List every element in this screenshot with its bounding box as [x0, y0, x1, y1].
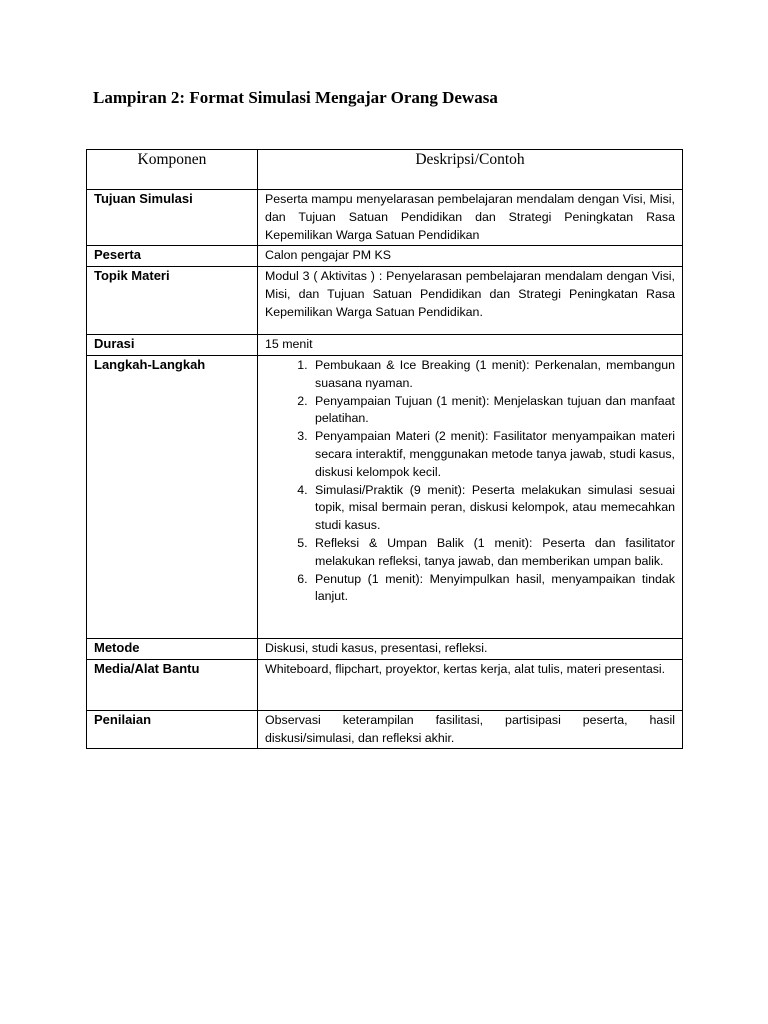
row-description	[258, 355, 683, 638]
row-description: Whiteboard, flipchart, proyektor, kertas kerja, alat tulis, materi presentasi.	[258, 659, 683, 710]
row-peserta	[87, 246, 683, 267]
row-tujuan-simulasi	[87, 190, 683, 246]
table-header-row	[87, 150, 683, 190]
row-metode	[87, 638, 683, 659]
header-deskripsi: Deskripsi/Contoh	[258, 150, 683, 190]
row-label: Durasi	[87, 335, 258, 356]
row-label: Tujuan Simulasi	[87, 190, 258, 246]
list-item: 6. Penutup (1 menit): Menyimpulkan hasil, menyampaikan tindak lanjut.	[311, 571, 675, 607]
row-label: Topik Materi	[87, 267, 258, 335]
row-description: Observasi keterampilan fasilitasi, partisipasi peserta, hasil diskusi/simulasi, dan refleksi akhir.	[258, 710, 683, 749]
list-item: 3. Penyampaian Materi (2 menit): Fasilitator menyampaikan materi secara interaktif, menggunakan metode tanya jawab, studi kasus, diskusi kelompok kecil.	[311, 428, 675, 481]
row-topik-materi	[87, 267, 683, 335]
list-item: 2. Penyampaian Tujuan (1 menit): Menjelaskan tujuan dan manfaat pelatihan.	[311, 393, 675, 429]
row-description: Modul 3 ( Aktivitas ) : Penyelarasan pembelajaran mendalam dengan Visi, Misi, dan Tujuan Satuan Pendidikan dan Strategi Peningkatan Rasa Kepemilikan Warga Satuan Pendidikan.	[258, 267, 683, 335]
row-description: Diskusi, studi kasus, presentasi, refleksi.	[258, 638, 683, 659]
page-title: Lampiran 2: Format Simulasi Mengajar Orang Dewasa	[93, 88, 498, 107]
list-item: 1. Pembukaan & Ice Breaking (1 menit): Perkenalan, membangun suasana nyaman.	[311, 357, 675, 393]
row-penilaian	[87, 710, 683, 749]
row-langkah-langkah	[87, 355, 683, 638]
header-komponen: Komponen	[87, 150, 258, 190]
row-label: Penilaian	[87, 710, 258, 749]
row-label: Media/Alat Bantu	[87, 659, 258, 710]
row-label: Metode	[87, 638, 258, 659]
list-item: 4. Simulasi/Praktik (9 menit): Peserta melakukan simulasi sesuai topik, misal bermain peran, diskusi kelompok, atau memecahkan studi kasus.	[311, 482, 675, 535]
row-durasi	[87, 335, 683, 356]
row-description: Peserta mampu menyelarasan pembelajaran mendalam dengan Visi, Misi, dan Tujuan Satuan Pendidikan dan Strategi Peningkatan Rasa Kepemilikan Warga Satuan Pendidikan	[258, 190, 683, 246]
steps-list	[265, 357, 675, 606]
row-description: Calon pengajar PM KS	[258, 246, 683, 267]
row-label: Peserta	[87, 246, 258, 267]
row-media-alat-bantu	[87, 659, 683, 710]
row-description: 15 menit	[258, 335, 683, 356]
list-item: 5. Refleksi & Umpan Balik (1 menit): Peserta dan fasilitator melakukan refleksi, tanya jawab, dan memberikan umpan balik.	[311, 535, 675, 571]
simulation-format-table	[86, 149, 683, 749]
row-label: Langkah-Langkah	[87, 355, 258, 638]
